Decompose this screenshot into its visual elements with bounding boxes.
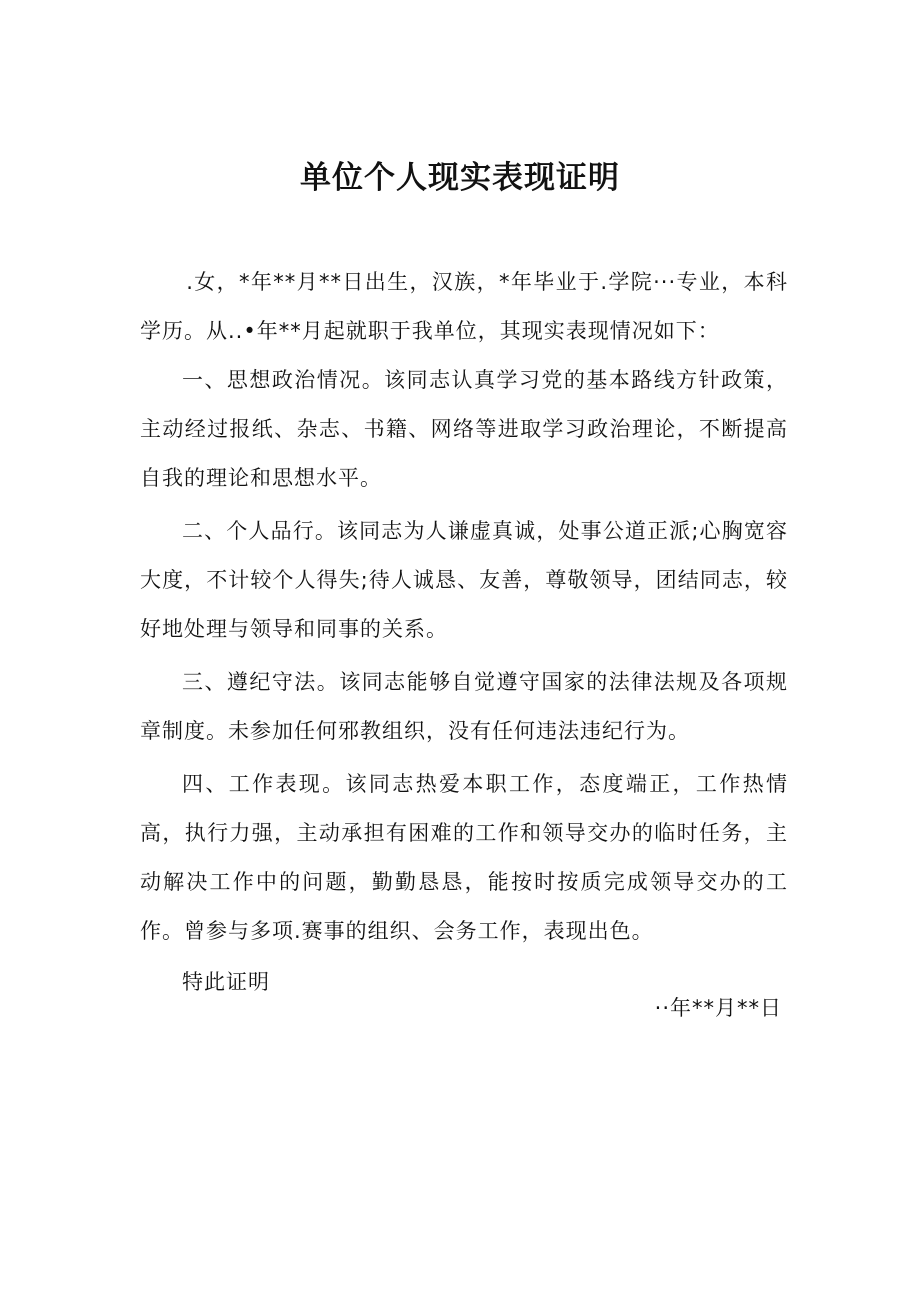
section-political: 一、思想政治情况。该同志认真学习党的基本路线方针政策，主动经过报纸、杂志、书籍、网络等进取学习政治理论，不断提高自我的理论和思想水平。 (140, 368, 788, 490)
document-title: 单位个人现实表现证明 (300, 160, 620, 196)
document-date: ··年**月**日 (654, 996, 782, 1020)
section-character: 二、个人品行。该同志为人谦虚真诚，处事公道正派;心胸宽容大度，不计较个人得失;待人诚恳、友善，尊敬领导，团结同志，较好地处理与领导和同事的关系。 (140, 519, 788, 641)
intro-paragraph: .女，*年**月**日出生，汉族，*年毕业于.学院···专业，本科学历。从..•年**月起就职于我单位，其现实表现情况如下： (140, 270, 788, 343)
document-body (140, 258, 788, 1007)
section-work: 四、工作表现。该同志热爱本职工作，态度端正，工作热情高，执行力强，主动承担有困难的工作和领导交办的临时任务，主动解决工作中的问题，勤勤恳恳，能按时按质完成领导交办的工作。曾参与多项.赛事的组织、会务工作，表现出色。 (140, 772, 788, 943)
closing-statement: 特此证明 (182, 970, 270, 994)
section-discipline: 三、遵纪守法。该同志能够自觉遵守国家的法律法规及各项规章制度。未参加任何邪教组织，没有任何违法违纪行为。 (140, 670, 788, 743)
